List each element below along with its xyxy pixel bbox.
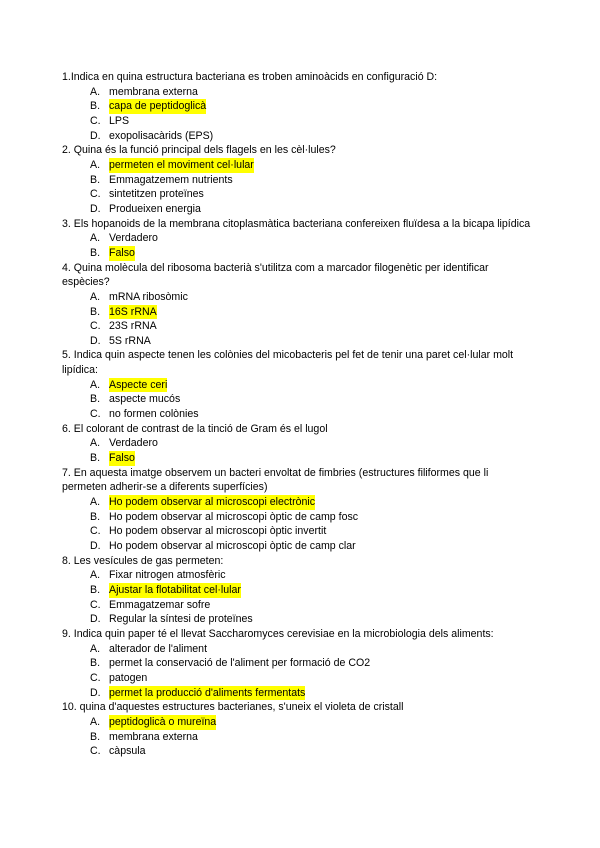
option-text: exopolisacàrids (EPS) [109, 129, 214, 142]
correct-answer-highlight: permeten el moviment cel·lular [109, 158, 254, 171]
option-text: Ho podem observar al microscopi òptic de camp clar [109, 540, 356, 552]
option-letter: A. [90, 437, 101, 450]
correct-answer-highlight: peptidoglicà o mureïna [109, 715, 217, 728]
answer-option [90, 114, 532, 129]
answer-options [62, 231, 532, 260]
quiz-document [62, 70, 532, 759]
question-text: 4. Quina molècula del ribosoma bacterià s'utilitza com a marcador filogenètic per identificar espècies? [62, 261, 489, 289]
correct-answer-highlight: Falso [109, 246, 135, 259]
option-text: LPS [109, 114, 130, 127]
question-text: 6. El colorant de contrast de la tinció de Gram és el lugol [62, 422, 328, 435]
answer-option [90, 436, 532, 451]
answer-option [90, 231, 532, 246]
question-text: 5. Indica quin aspecte tenen les colònies del micobacteris pel fet de tenir una paret cel·lular molt lipídica: [62, 349, 514, 377]
question-text: 10. quina d'aquestes estructures bacterianes, s'uneix el violeta de cristall [62, 701, 404, 714]
correct-answer-highlight: capa de peptidoglicà [109, 100, 207, 113]
option-letter: B. [90, 100, 101, 113]
answer-option [90, 451, 532, 466]
question-7 [62, 466, 532, 554]
option-text: Fixar nitrogen atmosfèric [109, 569, 226, 582]
answer-options [62, 378, 532, 422]
option-text: mRNA ribosòmic [109, 290, 188, 303]
option-letter: A. [90, 715, 101, 728]
question-text: 7. En aquesta imatge observem un bacteri envoltat de fimbries (estructures filiformes que li permeten adherir-se a diferents superfícies) [62, 466, 489, 494]
answer-option [90, 99, 532, 114]
answer-option [90, 305, 532, 320]
option-letter: C. [90, 188, 101, 201]
answer-option [90, 715, 532, 730]
correct-answer-highlight: Ajustar la flotabilitat cel·lular [109, 583, 241, 596]
option-letter: C. [90, 114, 101, 127]
option-letter: D. [90, 686, 101, 699]
question-text: 1.Indica en quina estructura bacteriana es troben aminoàcids en configuració D: [62, 71, 438, 83]
question-8 [62, 554, 532, 627]
option-text: Produeixen energia [109, 202, 201, 215]
answer-option [90, 510, 532, 525]
question-10 [62, 700, 532, 759]
answer-option [90, 730, 532, 745]
answer-options [62, 495, 532, 554]
answer-option [90, 173, 532, 188]
answer-option [90, 495, 532, 510]
answer-option [90, 392, 532, 407]
question-text: 9. Indica quin paper té el llevat Saccharomyces cerevisiae en la microbiologia dels aliments: [62, 627, 494, 640]
answer-options [62, 158, 532, 217]
option-letter: C. [90, 671, 101, 684]
answer-option [90, 568, 532, 583]
answer-option [90, 158, 532, 173]
option-letter: A. [90, 642, 101, 655]
option-text: càpsula [109, 745, 146, 758]
option-letter: A. [90, 158, 101, 171]
option-letter: A. [90, 569, 101, 582]
option-letter: D. [90, 202, 101, 215]
correct-answer-highlight: Falso [109, 452, 135, 465]
answer-options [62, 290, 532, 349]
question-6 [62, 422, 532, 466]
question-9 [62, 627, 532, 700]
answer-options [62, 715, 532, 759]
option-letter: B. [90, 305, 101, 318]
option-letter: B. [90, 452, 101, 465]
option-letter: A. [90, 378, 101, 391]
option-letter: B. [90, 657, 101, 670]
option-letter: B. [90, 583, 101, 596]
option-text: Emmagatzemar sofre [109, 598, 211, 611]
option-letter: A. [90, 290, 101, 303]
question-text: 3. Els hopanoids de la membrana citoplasmàtica bacteriana confereixen fluïdesa a la bicapa lipídica [62, 217, 531, 230]
answer-option [90, 290, 532, 305]
option-letter: C. [90, 320, 101, 333]
option-text: Verdadero [109, 437, 158, 450]
answer-option [90, 656, 532, 671]
answer-option [90, 524, 532, 539]
answer-option [90, 642, 532, 657]
answer-option [90, 583, 532, 598]
option-text: Ho podem observar al microscopi òptic invertit [109, 525, 327, 538]
answer-option [90, 129, 532, 144]
option-letter: D. [90, 540, 101, 552]
answer-option [90, 744, 532, 759]
option-letter: B. [90, 246, 101, 259]
question-5 [62, 348, 532, 421]
option-text: alterador de l'aliment [109, 642, 208, 655]
question-3 [62, 217, 532, 261]
correct-answer-highlight: Aspecte ceri [109, 378, 168, 391]
option-text: aspecte mucós [109, 393, 181, 406]
option-letter: C. [90, 598, 101, 611]
option-letter: B. [90, 393, 101, 406]
answer-option [90, 539, 532, 554]
option-letter: D. [90, 613, 101, 626]
option-text: sintetitzen proteïnes [109, 188, 204, 201]
option-text: Emmagatzemem nutrients [109, 173, 233, 186]
correct-answer-highlight: permet la producció d'aliments fermentats [109, 686, 306, 699]
option-text: Ho podem observar al microscopi òptic de camp fosc [109, 510, 359, 523]
question-4 [62, 261, 532, 349]
answer-options [62, 436, 532, 465]
option-text: patogen [109, 671, 148, 684]
answer-options [62, 642, 532, 701]
option-letter: C. [90, 525, 101, 538]
option-letter: D. [90, 129, 101, 142]
answer-option [90, 612, 532, 627]
answer-option [90, 334, 532, 349]
answer-option [90, 202, 532, 217]
answer-option [90, 598, 532, 613]
option-text: permet la conservació de l'aliment per formació de CO2 [109, 657, 371, 670]
answer-option [90, 407, 532, 422]
option-text: Regular la síntesi de proteïnes [109, 613, 253, 626]
option-letter: D. [90, 334, 101, 347]
answer-option [90, 686, 532, 701]
answer-option [90, 378, 532, 393]
question-2 [62, 143, 532, 216]
option-text: Verdadero [109, 232, 158, 245]
option-letter: C. [90, 408, 101, 421]
option-text: membrana externa [109, 730, 198, 743]
answer-option [90, 246, 532, 261]
question-text: 2. Quina és la funció principal dels flagels en les cèl·lules? [62, 144, 336, 157]
answer-option [90, 85, 532, 100]
option-text: 5S rRNA [109, 334, 151, 347]
answer-options [62, 85, 532, 144]
answer-options [62, 568, 532, 627]
option-letter: B. [90, 510, 101, 523]
option-text: membrana externa [109, 85, 198, 98]
option-text: 23S rRNA [109, 320, 157, 333]
option-letter: A. [90, 232, 101, 245]
option-text: no formen colònies [109, 408, 199, 421]
answer-option [90, 671, 532, 686]
option-letter: B. [90, 730, 101, 743]
answer-option [90, 319, 532, 334]
option-letter: B. [90, 173, 101, 186]
option-letter: C. [90, 745, 101, 758]
option-letter: A. [90, 496, 101, 509]
answer-option [90, 187, 532, 202]
option-letter: A. [90, 85, 101, 98]
correct-answer-highlight: Ho podem observar al microscopi electrònic [109, 496, 316, 509]
question-text: 8. Les vesícules de gas permeten: [62, 554, 224, 567]
correct-answer-highlight: 16S rRNA [109, 305, 157, 318]
question-1 [62, 70, 532, 143]
